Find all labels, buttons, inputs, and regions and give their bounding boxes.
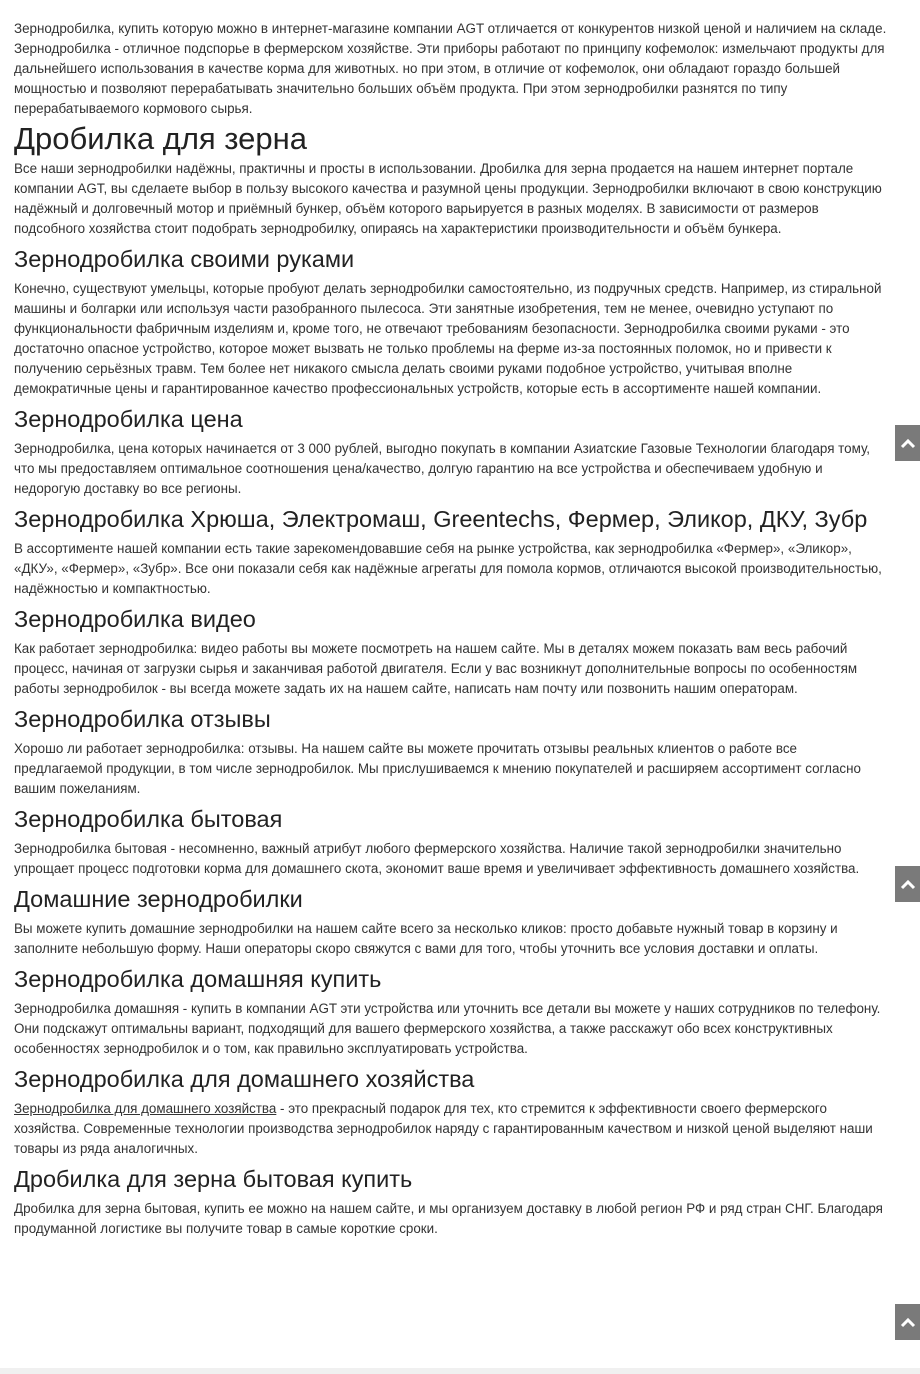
section-text: Зернодробилка домашняя - купить в компании AGT эти устройства или уточнить все детали вы можете у наших сотрудников по телефону. Они подскажут оптимальны вариант, подходящий для вашего фермерского хозяйства, а также расскажут обо всех конструктивных особенностях зернодробилок и о том, как правильно эксплуатировать устройства. — [14, 1001, 881, 1056]
section-text — [14, 1099, 888, 1159]
section-text: Дробилка для зерна бытовая, купить ее можно на нашем сайте, и мы организуем доставку в любой регион РФ и ряд стран СНГ. Благодаря продуманной логистике вы получите товар в самые короткие сроки. — [14, 1201, 883, 1236]
section-text: Конечно, существуют умельцы, которые пробуют делать зернодробилки самостоятельно, из подручных средств. Например, из стиральной машины и болгарки или используя части разобранного пылесоса. Эти занятные изобретения, тем не менее, очевидно уступают по функциональности фабричным изделиям и, кроме того, не отвечают требованиям безопасности. Зернодробилка своими руками - это достаточно опасное устройство, которое может вызвать не только проблемы на ферме из-за постоянных поломок, но и привести к получению серьёзных травм. Тем более нет никакого смысла делать своими руками подобное устройство, учитывая вполне демократичные цены и гарантированное качество профессиональных устройств, которые есть в ассортименте нашей компании. — [14, 281, 882, 396]
section-text: В ассортименте нашей компании есть такие зарекомендовавшие себя на рынке устройства, как зернодробилка «Фермер», «Эликор», «ДКУ», «Фермер», «Зубр». Все они показали себя как надёжные агрегаты для помола кормов, отличаются высокой производительностью, надёжностью и компактностью. — [14, 541, 882, 596]
section-heading: Зернодробилка домашняя купить — [14, 966, 382, 992]
section-text-rest: - это прекрасный подарок для тех, кто стремится к эффективности своего фермерского хозяйства. Современные технологии производства зернодробилок наряду с гарантированным качеством и низкой ценой выделяют наши товары из ряда аналогичных. — [14, 1101, 873, 1156]
footer-divider — [0, 1368, 920, 1374]
scroll-to-top-button[interactable] — [895, 866, 920, 902]
scroll-to-top-button[interactable] — [895, 1304, 920, 1340]
chevron-up-icon — [900, 1316, 916, 1328]
section-heading: Зернодробилка отзывы — [14, 706, 271, 732]
intro-paragraph: Зернодробилка, купить которую можно в интернет-магазине компании AGT отличается от конкурентов низкой ценой и наличием на складе. Зернодробилка - отличное подспорье в фермерском хозяйстве. Эти приборы работают по принципу кофемолок: измельчают продукты для дальнейшего использования в качестве корма для животных. но при этом, в отличие от кофемолок, они обладают гораздо большей мощностью и позволяют перерабатывать значительно больших объём продукта. При этом зернодробилки разнятся по типу перерабатываемого кормового сырья. — [14, 21, 887, 116]
section-text: Все наши зернодробилки надёжны, практичны и просты в использовании. Дробилка для зерна продается на нашем интернет портале компании AGT, вы сделаете выбор в пользу высокого качества и разумной цены продукции. Зернодробилки включают в свою конструкцию надёжный и долговечный мотор и приёмный бункер, объём которого варьируется в разных моделях. В зависимости от размеров подсобного хозяйства стоит подобрать зернодробилку, опираясь на характеристики производительности и объём бункера. — [14, 161, 882, 236]
section-heading: Домашние зернодробилки — [14, 886, 303, 912]
section-heading: Зернодробилка видео — [14, 606, 256, 632]
section-heading: Зернодробилка своими руками — [14, 246, 355, 272]
section-text: Как работает зернодробилка: видео работы вы можете посмотреть на нашем сайте. Мы в деталях можем показать вам весь рабочий процесс, начиная от загрузки сырья и заканчивая работой двигателя. Если у вас возникнут дополнительные вопросы по особенностям работы зернодробилок - вы всегда можете задать их на нашем сайте, написать нам почту или позвонить нашим операторам. — [14, 641, 858, 696]
section-heading-main: Дробилка для зерна — [14, 121, 308, 156]
scroll-to-top-button[interactable] — [895, 425, 920, 461]
section-heading: Зернодробилка бытовая — [14, 806, 283, 832]
section-text: Хорошо ли работает зернодробилка: отзывы. На нашем сайте вы можете прочитать отзывы реальных клиентов о работе все предлагаемой продукции, в том числе зернодробилок. Мы прислушиваемся к мнению покупателей и расширяем ассортимент согласно вашим пожеланиям. — [14, 741, 861, 796]
section-heading: Зернодробилка для домашнего хозяйства — [14, 1066, 475, 1092]
section-text: Вы можете купить домашние зернодробилки на нашем сайте всего за несколько кликов: просто добавьте нужный товар в корзину и заполните небольшую форму. Наши операторы скоро свяжутся с вами для того, чтобы уточнить все условия доставки и оплаты. — [14, 921, 838, 956]
section-heading: Дробилка для зерна бытовая купить — [14, 1166, 413, 1192]
chevron-up-icon — [900, 437, 916, 449]
chevron-up-icon — [900, 878, 916, 890]
section-text: Зернодробилка, цена которых начинается от 3 000 рублей, выгодно покупать в компании Азиатские Газовые Технологии благодаря тому, что мы предоставляем оптимальное соотношения цена/качество, долгую гарантию на все устройства и обеспечиваем удобную и недорогую доставку во все регионы. — [14, 441, 871, 496]
home-grain-crusher-link[interactable]: Зернодробилка для домашнего хозяйства — [14, 1101, 277, 1116]
section-heading: Зернодробилка цена — [14, 406, 243, 432]
section-text: Зернодробилка бытовая - несомненно, важный атрибут любого фермерского хозяйства. Наличие такой зернодробилки значительно упрощает процесс подготовки корма для домашнего скота, экономит ваше время и увеличивает эффективность домашнего хозяйства. — [14, 841, 860, 876]
section-heading: Зернодробилка Хрюша, Электромаш, Greentechs, Фермер, Эликор, ДКУ, Зубр — [14, 506, 868, 532]
article — [14, 19, 888, 1239]
